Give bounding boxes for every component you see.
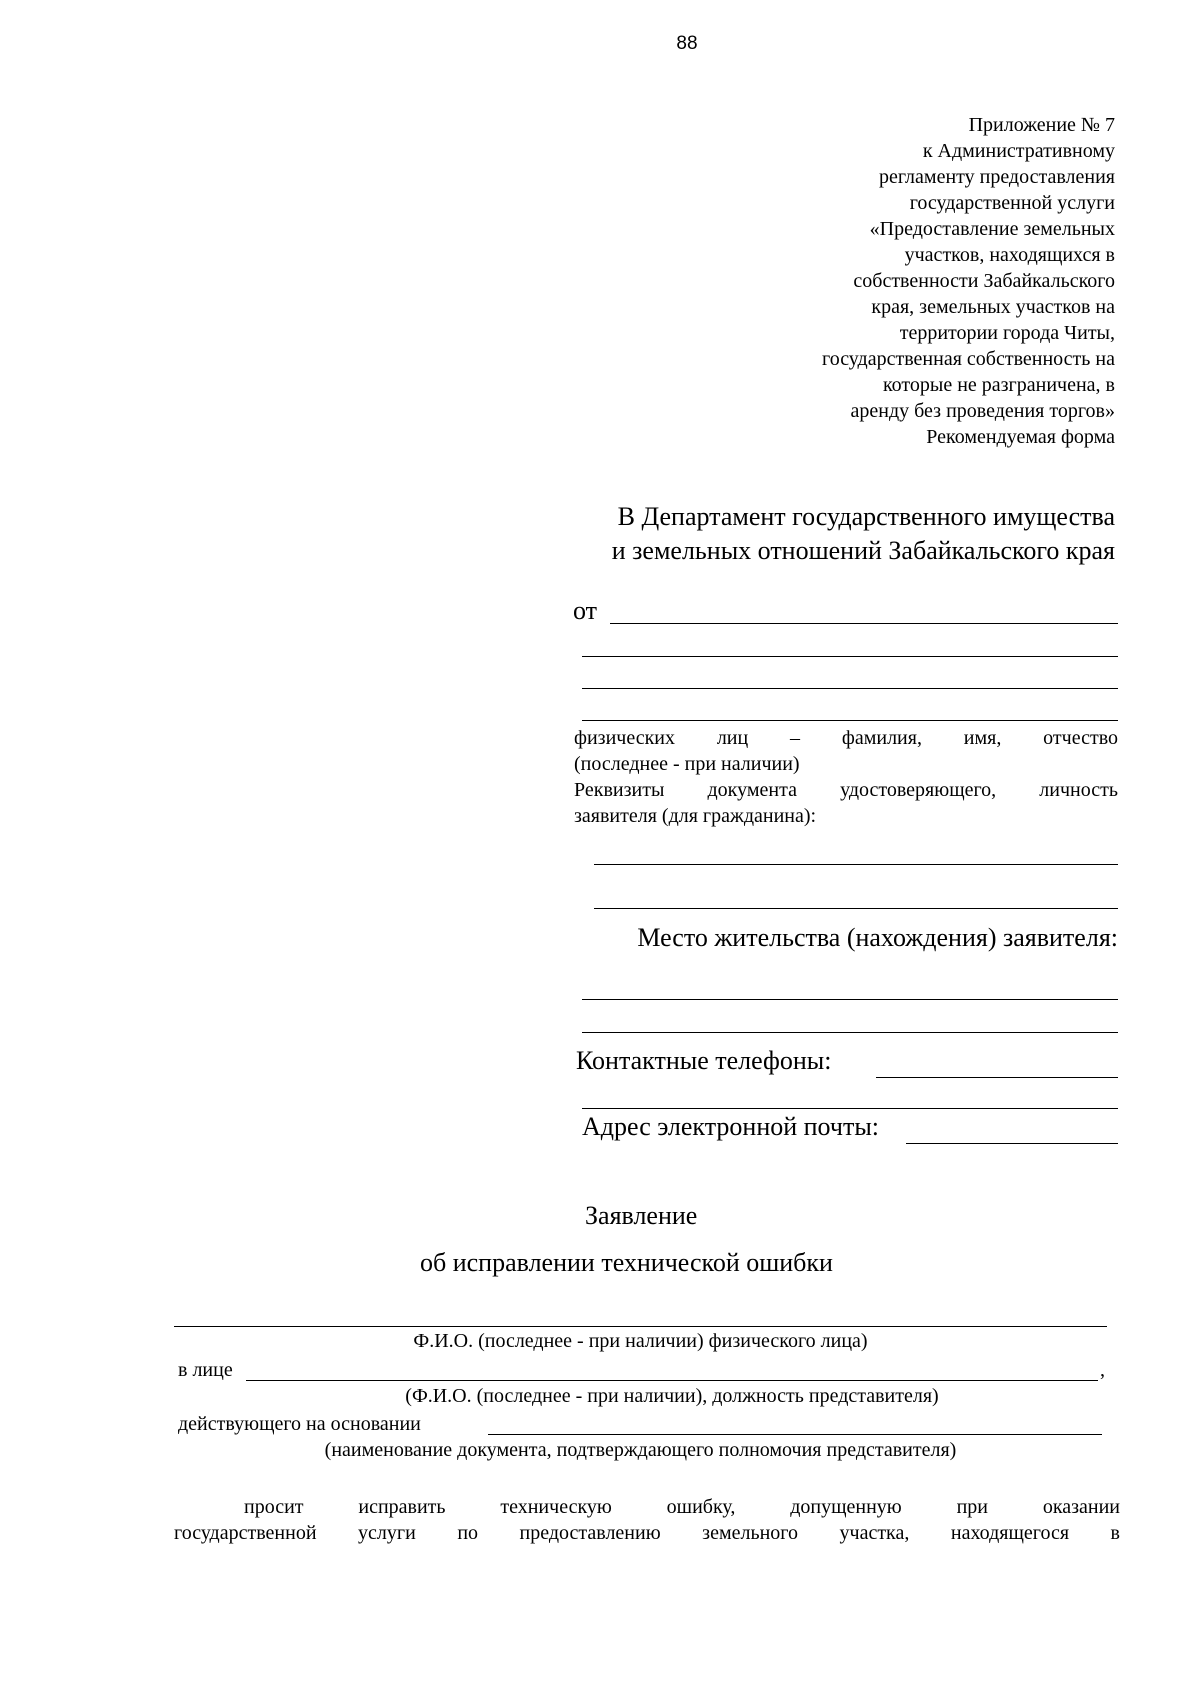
fio-caption: Ф.И.О. (последнее - при наличии) физического лица)	[413, 1330, 868, 1352]
id-doc-line-2: заявителя (для гражданина):	[574, 805, 817, 827]
appendix-line: территории города Читы,	[899, 322, 1115, 344]
document-subtitle: об исправлении технической ошибки	[420, 1248, 833, 1277]
representative-field-line[interactable]	[246, 1380, 1098, 1381]
fio-note-line-2: (последнее - при наличии)	[574, 753, 800, 775]
in-person-label: в лице	[178, 1359, 233, 1381]
rep-caption: (Ф.И.О. (последнее - при наличии), должность представителя)	[405, 1385, 939, 1407]
authority-doc-field-line[interactable]	[488, 1434, 1102, 1435]
acting-label: действующего на основании	[178, 1413, 421, 1435]
appendix-header	[595, 112, 1115, 450]
appendix-line: Рекомендуемая форма	[926, 426, 1115, 448]
appendix-line: участков, находящихся в	[904, 244, 1115, 266]
phones-field-line[interactable]	[582, 1108, 1118, 1109]
in-person-comma: ,	[1100, 1359, 1105, 1381]
from-label: от	[573, 596, 598, 625]
appendix-line: государственная собственность на	[821, 348, 1115, 370]
appendix-line: государственной услуги	[909, 192, 1115, 214]
residence-label: Место жительства (нахождения) заявителя:	[637, 923, 1118, 952]
recipient-line-1: В Департамент государственного имущества	[617, 502, 1115, 531]
body-text	[174, 1494, 1120, 1546]
doc-caption: (наименование документа, подтверждающего полномочия представителя)	[324, 1439, 957, 1461]
id-doc-line-1: Реквизиты документа удостоверяющего, личность	[574, 779, 1118, 801]
residence-field-line[interactable]	[582, 1032, 1118, 1033]
recipient-block	[560, 500, 1115, 568]
email-field-line[interactable]	[906, 1143, 1118, 1144]
appendix-line: «Предоставление земельных	[869, 218, 1115, 240]
residence-field-line[interactable]	[582, 999, 1118, 1000]
applicant-fio-line[interactable]	[174, 1326, 1107, 1327]
id-doc-field-line[interactable]	[594, 864, 1118, 865]
fio-note-line-1: физических лиц – фамилия, имя, отчество	[574, 727, 1118, 749]
phones-field-line[interactable]	[876, 1077, 1118, 1078]
appendix-line: к Административному	[922, 140, 1115, 162]
recipient-line-2: и земельных отношений Забайкальского края	[611, 536, 1115, 565]
appendix-line: регламенту предоставления	[878, 166, 1115, 188]
fio-note	[574, 725, 1118, 829]
appendix-line: собственности Забайкальского	[853, 270, 1115, 292]
appendix-line: которые не разграничена, в	[882, 374, 1115, 396]
appendix-line: края, земельных участков на	[871, 296, 1115, 318]
appendix-line: аренду без проведения торгов»	[850, 400, 1115, 422]
from-field-line[interactable]	[582, 720, 1118, 721]
page-number: 88	[676, 33, 698, 54]
from-field-line[interactable]	[582, 688, 1118, 689]
from-field-line[interactable]	[610, 623, 1118, 624]
body-line-2: государственной услуги по предоставлению земельного участка, находящегося в	[174, 1522, 1120, 1544]
document-title: Заявление	[585, 1201, 698, 1230]
id-doc-field-line[interactable]	[594, 908, 1118, 909]
email-label: Адрес электронной почты:	[582, 1112, 880, 1141]
from-field-line[interactable]	[582, 656, 1118, 657]
appendix-line: Приложение № 7	[968, 114, 1115, 136]
phones-label: Контактные телефоны:	[576, 1046, 832, 1075]
body-line-1: просит исправить техническую ошибку, допущенную при оказании	[244, 1496, 1120, 1518]
